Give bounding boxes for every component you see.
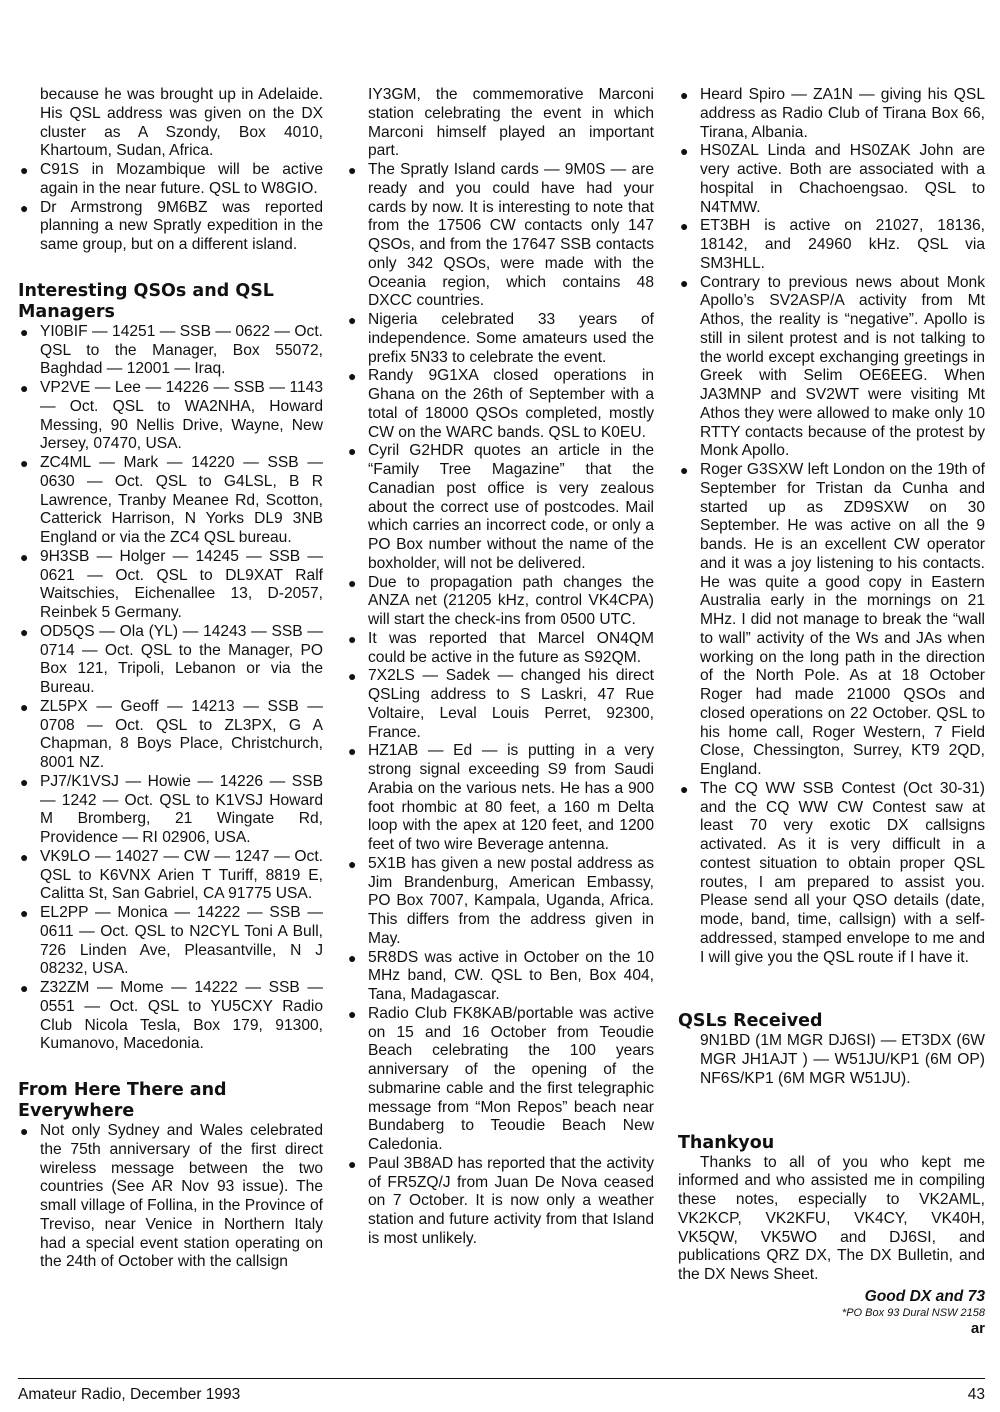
list-item: ● Cyril G2HDR quotes an article in the “Family Tree Magazine” that the Canadian post office is very zealous about the correct use of postcodes. Mail which carries an incorrect code, or only a PO Box number without the name of the boxholder, will not be delivered.	[348, 442, 654, 572]
bullet-icon: ●	[348, 949, 357, 966]
bullet-icon: ●	[20, 455, 29, 471]
bullet-icon: ●	[680, 218, 689, 235]
list-item: ● Radio Club FK8KAB/portable was active on 15 and 16 October from Teoudie Beach celebrating the 100 years anniversary of the opening of the submarine cable and the first telegraphic message from “Mon Repos” beach near Bundaberg to Teoudie Beach New Caledonia.	[348, 1004, 654, 1153]
list-item: ● Contrary to previous news about Monk Apollo’s SV2ASP/A activity from Mt Athos, the reality is “negative”. Apollo is still in silent protest and is not talking to the world except exchanging greetings in Greek with Selim OE6EEG. When JA3MNP and SV2WT were visiting Mt Athos they were allowed to make only 10 RTTY contacts because of the protest by Monk Apollo.	[680, 273, 985, 460]
section-heading-qsls-received: QSLs Received	[678, 1011, 823, 1032]
bullet-icon: ●	[348, 855, 357, 872]
section-heading-qso: Interesting QSOs and QSL Managers	[18, 280, 274, 322]
bullet-icon: ●	[348, 743, 357, 760]
list-item: ● PJ7/K1VSJ — Howie — 14226 — SSB — 1242 — Oct. QSL to K1VSJ Howard M Bromberg, 21 Wingate Rd, Providence — RI 02906, USA.	[20, 772, 323, 846]
footer-publication: Amateur Radio, December 1993	[18, 1386, 241, 1403]
section-heading-thankyou: Thankyou	[678, 1132, 775, 1153]
bullet-icon: ●	[20, 773, 29, 790]
bullet-icon: ●	[680, 143, 689, 160]
bullet-icon: ●	[348, 668, 357, 685]
list-item: ● The CQ WW SSB Contest (Oct 30-31) and the CQ WW CW Contest saw at least 70 very exotic DX callsigns activated. As it is very difficult in a contest situation to obtain proper QSL routes, I am prepared to assist you. Please send all your QSO details (date, mode, band, time, callsign) with a self-addressed, stamped envelope to me and I will give you the QSL route if I have it.	[680, 779, 985, 966]
bullet-icon: ●	[680, 462, 689, 478]
bullet-icon: ●	[20, 980, 29, 996]
bullet-icon: ●	[348, 162, 357, 178]
list-item: ● C91S in Mozambique will be active again in the near future. QSL to W8GIO.	[20, 161, 323, 197]
bullet-icon: ●	[348, 312, 357, 328]
signoff: Good DX and 73	[864, 1287, 985, 1305]
list-item: ● Heard Spiro — ZA1N — giving his QSL address as Radio Club of Tirana Box 66, Tirana, Albania.	[680, 86, 985, 141]
bullet-list	[678, 86, 985, 967]
list-item: ● ZL5PX — Geoff — 14213 — SSB — 0708 — Oct. QSL to ZL3PX, G A Chapman, 8 Boys Place, Christchurch, 8001 NZ.	[20, 697, 323, 771]
bullet-icon: ●	[20, 199, 29, 216]
list-item: ● Paul 3B8AD has reported that the activity of FR5ZQ/J from Juan De Nova ceased on 7 October. It is now only a weather station and future activity from that Island is most unlikely.	[348, 1154, 654, 1247]
bullet-icon: ●	[20, 698, 29, 715]
bullet-icon: ●	[348, 443, 357, 460]
list-item: ● Z32ZM — Mome — 14222 — SSB — 0551 — Oct. QSL to YU5CXY Radio Club Nicola Tesla, Box 179, 91300, Kumanovo, Macedonia.	[20, 979, 323, 1053]
list-item: ● 5X1B has given a new postal address as Jim Brandenburg, American Embassy, PO Box 7007, Kampala, Uganda, Africa. This differs from the address given in May.	[348, 854, 654, 947]
list-item: ● 5R8DS was active in October on the 10 MHz band, CW. QSL to Ben, Box 404, Tana, Madagascar.	[348, 948, 654, 1003]
list-item: ● Roger G3SXW left London on the 19th of September for Tristan da Cunha and started up as ZD9SXW on 30 September. He was active on all the 9 bands. He is an excellent CW operator and it was a joy listening to his contacts. He was quite a good copy in Eastern Australia early in the mornings on 21 MHz. I did not manage to break the “wall to wall” activity of the Ws and JAs when working on the long path in the direction of the North Pole. As at 18 October Roger had made 21000 QSOs and closed operations on 22 October. QSL to his home call, Roger Western, 7 Field Close, Chessington, Surrey, KT9 2QD, England.	[680, 461, 985, 778]
column-2	[346, 86, 654, 1249]
list-item: ● ZC4ML — Mark — 14220 — SSB — 0630 — Oct. QSL to G4LSL, B R Lawrence, Tranby Meanee Rd, Scotton, Catterick Harrison, N Yorks DL9 3NB England or via the ZC4 QSL bureau.	[20, 454, 323, 546]
bullet-icon: ●	[20, 323, 29, 340]
bullet-icon: ●	[348, 1005, 357, 1022]
list-item: ● VK9LO — 14027 — CW — 1247 — Oct. QSL to K6VNX Arien T Turiff, 8819 E, Calitta St, San Gabriel, CA 91775 USA.	[20, 847, 323, 903]
list-item: ● YI0BIF — 14251 — SSB — 0622 — Oct. QSL to the Manager, Box 55072, Baghdad — 12001 — Iraq.	[20, 322, 323, 378]
bullet-icon: ●	[20, 162, 29, 178]
bullet-icon: ●	[20, 380, 29, 396]
list-item: ● Randy 9G1XA closed operations in Ghana on the 26th of September with a total of 18000 QSOs completed, mostly CW on the WARC bands. QSL to K0EU.	[348, 367, 654, 441]
author-address: *PO Box 93 Dural NSW 2158	[841, 1306, 985, 1319]
paragraph-continuation: because he was brought up in Adelaide. His QSL address was given on the DX cluster as A Szondy, Box 4010, Khartoum, Sudan, Africa.	[40, 86, 323, 160]
list-item: ● It was reported that Marcel ON4QM could be active in the future as S92QM.	[348, 629, 654, 666]
bullet-list	[18, 161, 323, 255]
list-item: ● Not only Sydney and Wales celebrated the 75th anniversary of the first direct wireless message between the two countries (See AR Nov 93 issue). The small village of Follina, in the Province of Treviso, near Venice in Northern Italy had a special event station operating on the 24th of October with the callsign	[20, 1122, 323, 1271]
list-item: ● OD5QS — Ola (YL) — 14243 — SSB — 0714 — Oct. QSL to the Manager, PO Box 121, Tripoli, Lebanon or via the Bureau.	[20, 622, 323, 696]
bullet-list	[346, 161, 654, 1249]
list-item: ● 7X2LS — Sadek — changed his direct QSLing address to S Laskri, 47 Rue Voltaire, Leval Louis Perret, 92300, France.	[348, 667, 654, 741]
list-item: ● VP2VE — Lee — 14226 — SSB — 1143 — Oct. QSL to WA2NHA, Howard Messing, 90 Nellis Drive, Wayne, New Jersey, 07470, USA.	[20, 379, 323, 453]
qso-list	[18, 323, 323, 1054]
page-number: 43	[967, 1386, 985, 1403]
bullet-icon: ●	[20, 623, 29, 640]
bullet-icon: ●	[680, 780, 689, 797]
bullet-list	[18, 1122, 323, 1272]
bullet-icon: ●	[348, 1155, 357, 1172]
list-item: ● HS0ZAL Linda and HS0ZAK John are very active. Both are associated with a hospital in Chachoengsao. QSL to N4TMW.	[680, 142, 985, 216]
bullet-icon: ●	[20, 1123, 29, 1139]
list-item: ● HZ1AB — Ed — is putting in a very strong signal exceeding S9 from Saudi Arabia on the various nets. He has a 900 foot rhombic at 80 feet, a 160 m Delta loop with the apex at 120 feet, and 1200 feet of two wire Beverage antenna.	[348, 742, 654, 853]
column-3	[678, 86, 985, 1338]
bullet-icon: ●	[680, 87, 689, 103]
list-item: ● EL2PP — Monica — 14222 — SSB — 0611 — Oct. QSL to N2CYL Toni A Bull, 726 Linden Ave, Pleasantville, N J 08232, USA.	[20, 904, 323, 978]
list-item: ● ET3BH is active on 21027, 18136, 18142, and 24960 kHz. QSL via SM3HLL.	[680, 217, 985, 272]
list-item: ● The Spratly Island cards — 9M0S — are ready and you could have had your cards by now. It is interesting to note that from the 17506 CW contacts only 147 QSOs, and from the 17647 SSB contacts only 342 QSOs, were made with the Oceania region, which contains 48 DXCC countries.	[348, 161, 654, 310]
list-item: ● Dr Armstrong 9M6BZ was reported planning a new Spratly expedition in the same group, but on a different island.	[20, 198, 323, 253]
end-mark: ar	[970, 1319, 985, 1337]
bullet-icon: ●	[20, 905, 29, 921]
list-item: ● Due to propagation path changes the ANZA net (21205 kHz, control VK4CPA) will start the check-ins from 0500 UTC.	[348, 573, 654, 628]
qsls-paragraph: 9N1BD (1M MGR DJ6SI) — ET3DX (6W MGR JH1AJT ) — W51JU/KP1 (6M OP) NF6S/KP1 (6M MGR W51JU).	[700, 1032, 985, 1087]
section-heading-here-there: From Here There and Everywhere	[18, 1080, 227, 1121]
bullet-icon: ●	[348, 630, 357, 647]
bullet-icon: ●	[680, 274, 689, 291]
bullet-icon: ●	[20, 548, 29, 565]
list-item: ● 9H3SB — Holger — 14245 — SSB — 0621 — Oct. QSL to DL9XAT Ralf Waitschies, Eichenallee 13, D-2057, Reinbek 5 Germany.	[20, 547, 323, 621]
column-1	[18, 86, 323, 1272]
bullet-icon: ●	[348, 368, 357, 385]
footer-divider	[18, 1378, 985, 1379]
bullet-icon: ●	[348, 574, 357, 591]
paragraph-continuation: IY3GM, the commemorative Marconi station celebrating the event in which Marconi himself played an important part.	[368, 86, 654, 160]
bullet-icon: ●	[20, 848, 29, 865]
thankyou-paragraph: Thanks to all of you who kept me informed and who assisted me in compiling these notes, especially to VK2AML, VK2KCP, VK2KFU, VK4CY, VK40H, VK5QW, VK5WO and DJ6SI, and publications QRZ DX, The DX Bulletin, and the DX News Sheet.	[678, 1153, 985, 1283]
list-item: ● Nigeria celebrated 33 years of independence. Some amateurs used the prefix 5N33 to celebrate the event.	[348, 311, 654, 366]
